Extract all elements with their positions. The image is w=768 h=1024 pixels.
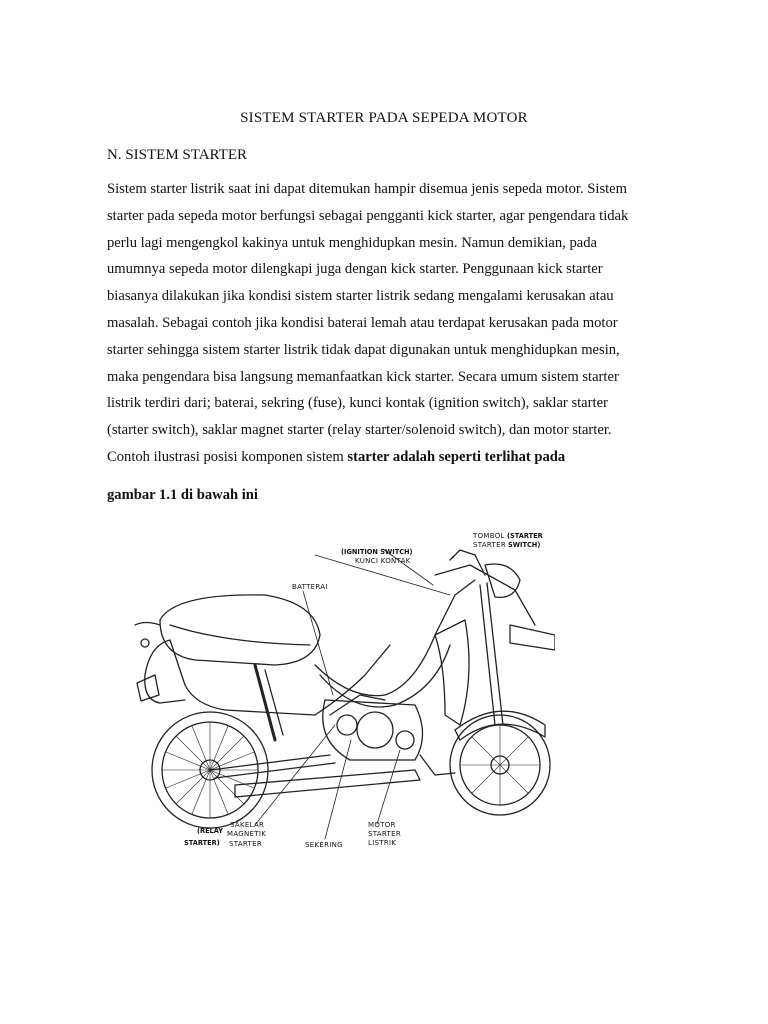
label-switch-close: SWITCH) (508, 541, 541, 549)
motorcycle-figure (115, 525, 555, 855)
paragraph-line: umumnya sepeda motor dilengkapi juga dengan kick starter. Penggunaan kick starter (107, 261, 603, 278)
motorcycle-illustration (115, 525, 555, 855)
paragraph-last-line (107, 444, 687, 471)
paragraph-line: (starter switch), saklar magnet starter (relay starter/solenoid switch), dan motor starter. (107, 422, 612, 439)
paragraph-line: listrik terdiri dari; baterai, sekring (fuse), kunci kontak (ignition switch), saklar starter (107, 395, 608, 412)
paragraph-line: starter sehingga sistem starter listrik tidak dapat digunakan untuk menghidupkan mesin, (107, 341, 620, 358)
last-line-normal: Contoh ilustrasi posisi komponen sistem (107, 448, 348, 465)
label-starter-open: (STARTER (507, 532, 543, 540)
label-relay-starter-close: STARTER) (184, 839, 220, 847)
label-motor-starter: STARTER (368, 830, 401, 838)
label-kunci-kontak: KUNCI KONTAK (355, 557, 411, 565)
label-batterai: BATTERAI (292, 583, 328, 591)
label-relay-open: (RELAY (197, 827, 224, 835)
figure-caption: gambar 1.1 di bawah ini (107, 487, 258, 503)
label-listrik: LISTRIK (368, 839, 397, 847)
paragraph-line: maka pengendara bisa langsung memanfaatkan kick starter. Secara umum sistem starter (107, 368, 619, 385)
body-paragraph (107, 176, 687, 471)
document-title: SISTEM STARTER PADA SEPEDA MOTOR (240, 110, 528, 126)
label-sakelar: SAKELAR (230, 821, 265, 829)
paragraph-line: Sistem starter listrik saat ini dapat ditemukan hampir disemua jenis sepeda motor. Sistem (107, 181, 628, 197)
label-sekering: SEKERING (305, 841, 343, 849)
paragraph-line: masalah. Sebagai contoh jika kondisi baterai lemah atau terdapat kerusakan pada motor (107, 314, 618, 331)
label-starter: STARTER (473, 541, 506, 549)
label-tombol: TOMBOL (473, 532, 505, 540)
label-starter-bottom: STARTER (229, 840, 262, 848)
section-heading: N. SISTEM STARTER (107, 147, 247, 163)
paragraph-line: perlu lagi mengengkol kakinya untuk menghidupkan mesin. Namun demikian, pada (107, 234, 597, 251)
paragraph-line: biasanya dilakukan jika kondisi sistem starter listrik sedang mengalami kerusakan atau (107, 288, 614, 305)
label-ignition-switch: (IGNITION SWITCH) (341, 548, 413, 556)
label-motor: MOTOR (368, 821, 396, 829)
label-magnetik: MAGNETIK (227, 830, 267, 838)
seat (160, 595, 320, 665)
paragraph-line: starter pada sepeda motor berfungsi sebagai pengganti kick starter, agar pengendara tidak (107, 207, 629, 224)
last-line-bold: starter adalah seperti terlihat pada (347, 448, 566, 465)
